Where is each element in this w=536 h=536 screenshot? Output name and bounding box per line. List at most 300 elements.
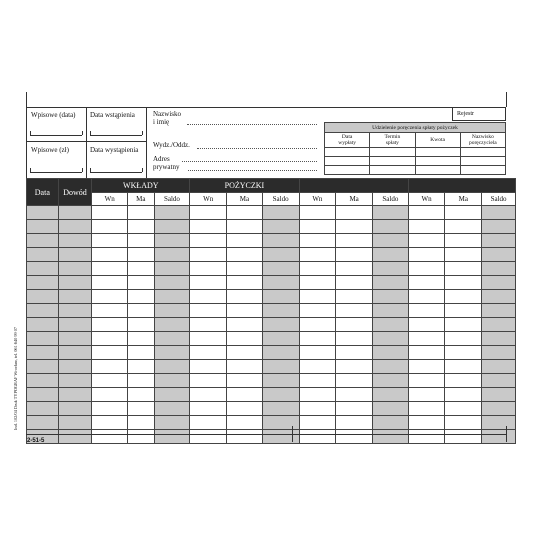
ledger-cell[interactable] <box>299 290 336 304</box>
ledger-cell[interactable] <box>408 388 445 402</box>
ledger-cell[interactable] <box>154 388 190 402</box>
ledger-cell[interactable] <box>262 430 299 444</box>
table-row <box>27 206 516 220</box>
ledger-subheader-8: Saldo <box>372 193 408 206</box>
ledger-cell[interactable] <box>408 276 445 290</box>
ledger-cell[interactable] <box>227 430 263 444</box>
ledger-cell[interactable] <box>154 416 190 430</box>
ledger-cell[interactable] <box>58 262 92 276</box>
ledger-cell[interactable] <box>408 430 445 444</box>
ledger-cell[interactable] <box>128 402 155 416</box>
ledger-cell[interactable] <box>262 346 299 360</box>
ledger-cell[interactable] <box>336 290 373 304</box>
ledger-cell[interactable] <box>27 360 59 374</box>
guarantee-col-kwota: Kwota <box>415 133 460 148</box>
ledger-cell[interactable] <box>299 332 336 346</box>
ledger-cell[interactable] <box>408 360 445 374</box>
ledger-cell[interactable] <box>190 430 227 444</box>
guarantee-cell[interactable] <box>325 148 370 157</box>
ledger-cell[interactable] <box>482 220 516 234</box>
ledger-cell[interactable] <box>445 374 482 388</box>
ledger-cell[interactable] <box>27 402 59 416</box>
ledger-cell[interactable] <box>58 248 92 262</box>
ledger-cell[interactable] <box>482 318 516 332</box>
ledger-cell[interactable] <box>262 360 299 374</box>
ledger-cell[interactable] <box>190 388 227 402</box>
ledger-cell[interactable] <box>262 276 299 290</box>
ledger-cell[interactable] <box>445 416 482 430</box>
ledger-cell[interactable] <box>190 262 227 276</box>
ledger-cell[interactable] <box>190 206 227 220</box>
ledger-cell[interactable] <box>227 290 263 304</box>
ledger-cell[interactable] <box>190 332 227 346</box>
ledger-cell[interactable] <box>336 416 373 430</box>
ledger-cell[interactable] <box>372 430 408 444</box>
ledger-cell[interactable] <box>482 388 516 402</box>
ledger-cell[interactable] <box>58 332 92 346</box>
ledger-cell[interactable] <box>299 360 336 374</box>
ledger-cell[interactable] <box>299 276 336 290</box>
ledger-group-blank-2 <box>408 179 515 193</box>
ledger-cell[interactable] <box>336 346 373 360</box>
ledger-subheader-1: Ma <box>128 193 155 206</box>
ledger-cell[interactable] <box>154 318 190 332</box>
ledger-cell[interactable] <box>336 262 373 276</box>
ledger-cell[interactable] <box>92 304 128 318</box>
ledger-cell[interactable] <box>27 220 59 234</box>
ledger-cell[interactable] <box>227 220 263 234</box>
ledger-cell[interactable] <box>482 416 516 430</box>
ledger-cell[interactable] <box>299 262 336 276</box>
ledger-cell[interactable] <box>190 416 227 430</box>
table-row <box>27 248 516 262</box>
ledger-cell[interactable] <box>227 332 263 346</box>
wydz-field[interactable] <box>197 148 317 149</box>
ledger-cell[interactable] <box>154 374 190 388</box>
ledger-cell[interactable] <box>408 248 445 262</box>
wpisowe-data-label: Wpisowe (data) <box>31 111 76 119</box>
ledger-cell[interactable] <box>92 374 128 388</box>
ledger-cell[interactable] <box>336 206 373 220</box>
ledger-cell[interactable] <box>128 276 155 290</box>
ledger-cell[interactable] <box>482 206 516 220</box>
ledger-cell[interactable] <box>128 290 155 304</box>
ledger-cell[interactable] <box>92 234 128 248</box>
ledger-cell[interactable] <box>262 402 299 416</box>
ledger-cell[interactable] <box>154 332 190 346</box>
guarantee-cell[interactable] <box>370 166 415 175</box>
ledger-cell[interactable] <box>154 290 190 304</box>
guarantee-title: Udzielenie poręczenia spłaty pożyczek <box>325 123 506 133</box>
ledger-cell[interactable] <box>154 346 190 360</box>
ledger-cell[interactable] <box>58 416 92 430</box>
table-row <box>27 276 516 290</box>
ledger-cell[interactable] <box>128 220 155 234</box>
ledger-cell[interactable] <box>445 206 482 220</box>
ledger-cell[interactable] <box>372 332 408 346</box>
ledger-cell[interactable] <box>227 374 263 388</box>
ledger-cell[interactable] <box>336 304 373 318</box>
ledger-cell[interactable] <box>227 248 263 262</box>
ledger-cell[interactable] <box>299 346 336 360</box>
ledger-cell[interactable] <box>299 304 336 318</box>
ledger-cell[interactable] <box>482 248 516 262</box>
ledger-cell[interactable] <box>58 360 92 374</box>
ledger-cell[interactable] <box>262 248 299 262</box>
data-wystapienia-label: Data wystąpienia <box>90 146 139 154</box>
table-row <box>27 290 516 304</box>
guarantee-col-data-line1: Data <box>341 134 353 140</box>
bracket-mark <box>90 131 91 135</box>
ledger-cell[interactable] <box>27 304 59 318</box>
ledger-subheader-9: Wn <box>408 193 445 206</box>
ledger-cell[interactable] <box>128 304 155 318</box>
ledger-cell[interactable] <box>336 402 373 416</box>
ledger-cell[interactable] <box>190 304 227 318</box>
ledger-cell[interactable] <box>408 318 445 332</box>
ledger-col-dowod: Dowód <box>58 179 92 206</box>
ledger-cell[interactable] <box>408 304 445 318</box>
side-print: Ind. 102/04 Druk TYPOGRAF Wrocław, tel. 061 640 99 07 <box>13 327 18 430</box>
ledger-cell[interactable] <box>408 290 445 304</box>
ledger-cell[interactable] <box>128 318 155 332</box>
ledger-cell[interactable] <box>154 206 190 220</box>
adres-label-line1: Adres <box>153 155 170 163</box>
ledger-cell[interactable] <box>336 248 373 262</box>
ledger-cell[interactable] <box>262 416 299 430</box>
ledger-cell[interactable] <box>154 402 190 416</box>
ledger-cell[interactable] <box>262 304 299 318</box>
ledger-cell[interactable] <box>227 206 263 220</box>
ledger-cell[interactable] <box>190 402 227 416</box>
ledger-cell[interactable] <box>336 374 373 388</box>
ledger-cell[interactable] <box>154 276 190 290</box>
ledger-cell[interactable] <box>299 234 336 248</box>
ledger-cell[interactable] <box>227 304 263 318</box>
bottom-border-line <box>26 434 506 435</box>
ledger-cell[interactable] <box>227 388 263 402</box>
ledger-cell[interactable] <box>336 234 373 248</box>
guarantee-col-termin-line2: spłaty <box>385 140 399 146</box>
ledger-cell[interactable] <box>408 206 445 220</box>
ledger-cell[interactable] <box>372 304 408 318</box>
nazwisko-field[interactable] <box>187 124 317 125</box>
ledger-cell[interactable] <box>27 206 59 220</box>
ledger-cell[interactable] <box>92 402 128 416</box>
ledger-cell[interactable] <box>372 402 408 416</box>
ledger-cell[interactable] <box>299 402 336 416</box>
ledger-cell[interactable] <box>336 276 373 290</box>
ledger-cell[interactable] <box>482 360 516 374</box>
ledger-cell[interactable] <box>372 346 408 360</box>
guarantee-cell[interactable] <box>325 166 370 175</box>
ledger-cell[interactable] <box>482 430 516 444</box>
guarantee-col-termin <box>370 133 415 148</box>
ledger-cell[interactable] <box>190 234 227 248</box>
ledger-cell[interactable] <box>262 318 299 332</box>
guarantee-cell[interactable] <box>415 148 460 157</box>
ledger-cell[interactable] <box>336 332 373 346</box>
ledger-cell[interactable] <box>445 346 482 360</box>
ledger-cell[interactable] <box>58 304 92 318</box>
ledger-subheader-5: Saldo <box>262 193 299 206</box>
ledger-cell[interactable] <box>58 346 92 360</box>
ledger-subheader-4: Ma <box>227 193 263 206</box>
ledger-cell[interactable] <box>92 346 128 360</box>
ledger-cell[interactable] <box>299 206 336 220</box>
ledger-cell[interactable] <box>128 248 155 262</box>
ledger-cell[interactable] <box>372 248 408 262</box>
ledger-cell[interactable] <box>154 360 190 374</box>
ledger-cell[interactable] <box>262 332 299 346</box>
ledger-cell[interactable] <box>445 248 482 262</box>
ledger-cell[interactable] <box>299 318 336 332</box>
adres-label <box>153 155 179 171</box>
ledger-cell[interactable] <box>445 290 482 304</box>
ledger-cell[interactable] <box>445 262 482 276</box>
guarantee-col-data <box>325 133 370 148</box>
ledger-cell[interactable] <box>92 262 128 276</box>
guarantee-cell[interactable] <box>325 157 370 166</box>
ledger-cell[interactable] <box>482 234 516 248</box>
membership-box-hdivider <box>26 141 147 142</box>
ledger-cell[interactable] <box>154 262 190 276</box>
guarantee-cell[interactable] <box>370 157 415 166</box>
ledger-cell[interactable] <box>299 248 336 262</box>
ledger-cell[interactable] <box>190 374 227 388</box>
ledger-cell[interactable] <box>27 248 59 262</box>
ledger-cell[interactable] <box>27 276 59 290</box>
table-row <box>27 220 516 234</box>
nazwisko-label-line1: Nazwisko <box>153 110 181 118</box>
ledger-cell[interactable] <box>372 416 408 430</box>
ledger-cell[interactable] <box>27 234 59 248</box>
ledger-cell[interactable] <box>262 206 299 220</box>
ledger-cell[interactable] <box>58 290 92 304</box>
ledger-cell[interactable] <box>445 234 482 248</box>
ledger-cell[interactable] <box>227 276 263 290</box>
ledger-cell[interactable] <box>58 374 92 388</box>
ledger-cell[interactable] <box>58 430 92 444</box>
ledger-cell[interactable] <box>408 234 445 248</box>
ledger-cell[interactable] <box>128 332 155 346</box>
ledger-cell[interactable] <box>154 430 190 444</box>
guarantee-col-data-line2: wypłaty <box>338 140 356 146</box>
ledger-cell[interactable] <box>482 346 516 360</box>
ledger-cell[interactable] <box>128 346 155 360</box>
ledger-cell[interactable] <box>445 220 482 234</box>
guarantee-col-termin-line1: Termin <box>384 134 401 140</box>
table-row <box>27 402 516 416</box>
ledger-cell[interactable] <box>227 262 263 276</box>
ledger-cell[interactable] <box>92 388 128 402</box>
ledger-cell[interactable] <box>58 276 92 290</box>
ledger-group-header <box>27 179 516 193</box>
ledger-cell[interactable] <box>262 388 299 402</box>
ledger-cell[interactable] <box>128 374 155 388</box>
ledger-cell[interactable] <box>190 220 227 234</box>
ledger-cell[interactable] <box>299 374 336 388</box>
ledger-cell[interactable] <box>372 360 408 374</box>
guarantee-cell[interactable] <box>460 157 505 166</box>
ledger-cell[interactable] <box>408 416 445 430</box>
ledger-cell[interactable] <box>92 318 128 332</box>
ledger-cell[interactable] <box>372 262 408 276</box>
ledger-cell[interactable] <box>92 290 128 304</box>
ledger-cell[interactable] <box>227 360 263 374</box>
ledger-cell[interactable] <box>445 402 482 416</box>
ledger-cell[interactable] <box>58 402 92 416</box>
ledger-cell[interactable] <box>128 262 155 276</box>
ledger-cell[interactable] <box>92 416 128 430</box>
ledger-cell[interactable] <box>372 206 408 220</box>
ledger-cell[interactable] <box>154 304 190 318</box>
adres-field-1[interactable] <box>182 161 317 162</box>
ledger-cell[interactable] <box>58 318 92 332</box>
form-code: 2-51-5 <box>27 438 45 444</box>
ledger-cell[interactable] <box>336 318 373 332</box>
ledger-cell[interactable] <box>482 304 516 318</box>
ledger-cell[interactable] <box>482 290 516 304</box>
ledger-cell[interactable] <box>262 262 299 276</box>
ledger-cell[interactable] <box>58 206 92 220</box>
ledger-group-blank-1 <box>299 179 408 193</box>
ledger-cell[interactable] <box>190 276 227 290</box>
ledger-cell[interactable] <box>299 220 336 234</box>
ledger-cell[interactable] <box>227 318 263 332</box>
ledger-cell[interactable] <box>190 346 227 360</box>
ledger-cell[interactable] <box>372 276 408 290</box>
bracket-mark <box>82 168 83 172</box>
adres-field-2[interactable] <box>188 170 317 171</box>
ledger-cell[interactable] <box>92 430 128 444</box>
ledger-cell[interactable] <box>336 430 373 444</box>
ledger-cell[interactable] <box>27 346 59 360</box>
ledger-cell[interactable] <box>27 318 59 332</box>
ledger-cell[interactable] <box>408 220 445 234</box>
ledger-cell[interactable] <box>190 290 227 304</box>
ledger-cell[interactable] <box>445 332 482 346</box>
ledger-cell[interactable] <box>482 402 516 416</box>
guarantee-cell[interactable] <box>460 148 505 157</box>
ledger-cell[interactable] <box>190 360 227 374</box>
ledger-subheader-0: Wn <box>92 193 128 206</box>
ledger-cell[interactable] <box>154 248 190 262</box>
ledger-subheader-2: Saldo <box>154 193 190 206</box>
ledger-cell[interactable] <box>482 374 516 388</box>
table-row <box>27 388 516 402</box>
ledger-cell[interactable] <box>408 346 445 360</box>
ledger-cell[interactable] <box>27 332 59 346</box>
ledger-cell[interactable] <box>408 262 445 276</box>
ledger-cell[interactable] <box>190 248 227 262</box>
ledger-cell[interactable] <box>58 220 92 234</box>
ledger-cell[interactable] <box>336 360 373 374</box>
bracket-mark <box>142 131 143 135</box>
ledger-cell[interactable] <box>27 388 59 402</box>
guarantee-cell[interactable] <box>415 166 460 175</box>
ledger-cell[interactable] <box>92 276 128 290</box>
guarantee-cell[interactable] <box>370 148 415 157</box>
ledger-cell[interactable] <box>372 374 408 388</box>
ledger-cell[interactable] <box>262 290 299 304</box>
membership-box-vdivider <box>86 107 87 179</box>
ledger-cell[interactable] <box>154 220 190 234</box>
ledger-cell[interactable] <box>27 416 59 430</box>
ledger-cell[interactable] <box>92 332 128 346</box>
ledger-cell[interactable] <box>92 220 128 234</box>
ledger-cell[interactable] <box>58 388 92 402</box>
ledger-cell[interactable] <box>299 388 336 402</box>
ledger-cell[interactable] <box>262 374 299 388</box>
ledger-subheader-7: Ma <box>336 193 373 206</box>
ledger-cell[interactable] <box>445 388 482 402</box>
ledger-cell[interactable] <box>445 430 482 444</box>
ledger-cell[interactable] <box>372 290 408 304</box>
ledger-cell[interactable] <box>299 430 336 444</box>
ledger-cell[interactable] <box>445 276 482 290</box>
rejestr-label: Rejestr <box>457 111 474 117</box>
ledger-cell[interactable] <box>445 318 482 332</box>
ledger-cell[interactable] <box>336 388 373 402</box>
ledger-cell[interactable] <box>372 318 408 332</box>
ledger-cell[interactable] <box>154 234 190 248</box>
guarantee-cell[interactable] <box>460 166 505 175</box>
ledger-cell[interactable] <box>445 360 482 374</box>
ledger-cell[interactable] <box>92 248 128 262</box>
ledger-cell[interactable] <box>190 318 227 332</box>
ledger-group-wklady: WKŁADY <box>92 179 190 193</box>
ledger-cell[interactable] <box>372 234 408 248</box>
ledger-cell[interactable] <box>372 220 408 234</box>
ledger-cell[interactable] <box>27 374 59 388</box>
ledger-cell[interactable] <box>408 374 445 388</box>
ledger-cell[interactable] <box>227 402 263 416</box>
ledger-cell[interactable] <box>27 262 59 276</box>
ledger-cell[interactable] <box>227 346 263 360</box>
ledger-cell[interactable] <box>408 402 445 416</box>
ledger-cell[interactable] <box>128 416 155 430</box>
ledger-cell[interactable] <box>408 332 445 346</box>
ledger-cell[interactable] <box>128 360 155 374</box>
ledger-cell[interactable] <box>482 262 516 276</box>
ledger-cell[interactable] <box>262 220 299 234</box>
ledger-cell[interactable] <box>128 388 155 402</box>
ledger-cell[interactable] <box>299 416 336 430</box>
ledger-cell[interactable] <box>227 416 263 430</box>
table-row <box>27 430 516 444</box>
ledger-cell[interactable] <box>128 234 155 248</box>
ledger-cell[interactable] <box>482 276 516 290</box>
ledger-cell[interactable] <box>336 220 373 234</box>
ledger-cell[interactable] <box>128 430 155 444</box>
guarantee-cell[interactable] <box>415 157 460 166</box>
ledger-cell[interactable] <box>92 206 128 220</box>
ledger-cell[interactable] <box>227 234 263 248</box>
ledger-cell[interactable] <box>128 206 155 220</box>
bracket-mark <box>30 172 82 173</box>
ledger-cell[interactable] <box>27 290 59 304</box>
ledger-cell[interactable] <box>445 304 482 318</box>
ledger-cell[interactable] <box>92 360 128 374</box>
ledger-cell[interactable] <box>262 234 299 248</box>
bracket-mark <box>30 135 82 136</box>
ledger-cell[interactable] <box>482 332 516 346</box>
table-row <box>27 318 516 332</box>
ledger-cell[interactable] <box>58 234 92 248</box>
ledger-cell[interactable] <box>372 388 408 402</box>
guarantee-col-nazwisko: Nazwisko poręczyciela <box>460 133 505 148</box>
